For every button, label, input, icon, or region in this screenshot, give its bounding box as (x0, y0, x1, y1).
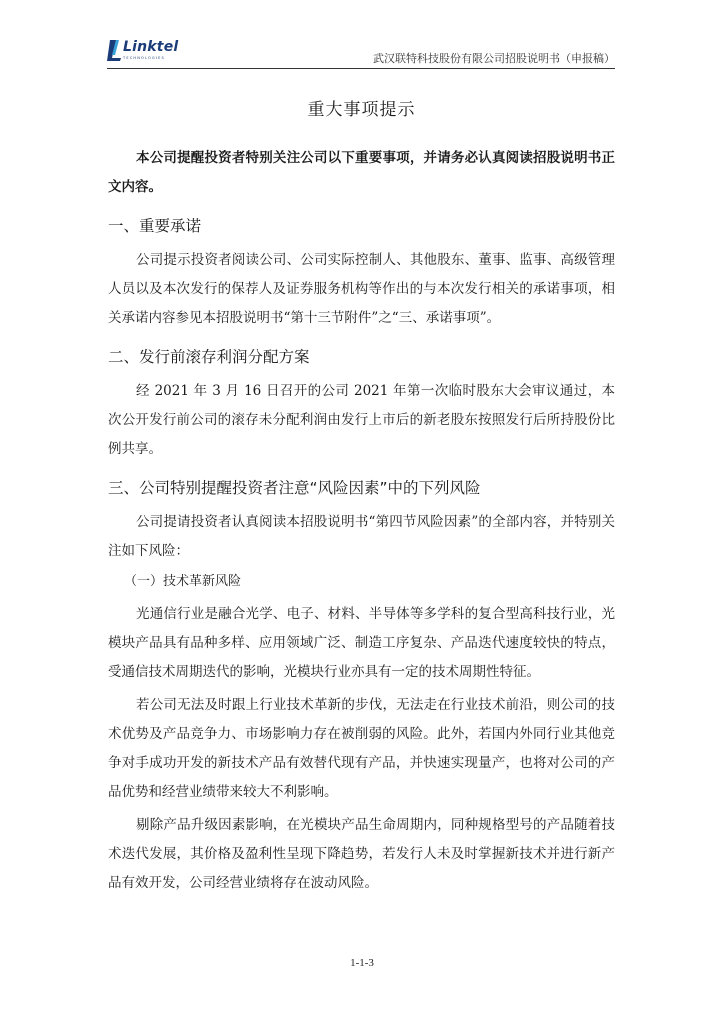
lead-paragraph: 本公司提醒投资者特别关注公司以下重要事项，并请务必认真阅读招股说明书正文内容。 (108, 150, 615, 195)
section-heading-risk-factors: 三、公司特别提醒投资者注意“风险因素”中的下列风险 (108, 479, 481, 497)
document-title: 武汉联特科技股份有限公司招股说明书（申报稿） (373, 52, 615, 65)
paragraph: 光通信行业是融合光学、电子、材料、半导体等多学科的复合型高科技行业，光模块产品具有品种多样、应用领域广泛、制造工序复杂、产品迭代速度较快的特点，受通信技术周期迭代的影响，光模块行业亦具有一定的技术周期性特征。 (108, 606, 615, 680)
page-content (108, 95, 615, 902)
paragraph: 剔除产品升级因素影响，在光模块产品生命周期内，同种规格型号的产品随着技术迭代发展，其价格及盈利性呈现下降趋势，若发行人未及时掌握新技术并进行新产品有效开发，公司经营业绩将存在波动风险。 (108, 817, 615, 891)
paragraph: 经 2021 年 3 月 16 日召开的公司 2021 年第一次临时股东大会审议通过，本次公开发行前公司的滚存未分配利润由发行上市后的新老股东按照发行后所持股份比例共享。 (108, 383, 615, 457)
paragraph: 公司提示投资者阅读公司、公司实际控制人、其他股东、董事、监事、高级管理人员以及本次发行的保荐人及证券服务机构等作出的与本次发行相关的承诺事项，相关承诺内容参见本招股说明书“第十三节附件”之“三、承诺事项”。 (108, 252, 615, 326)
paragraph: 若公司无法及时跟上行业技术革新的步伐，无法走在行业技术前沿，则公司的技术优势及产品竞争力、市场影响力存在被削弱的风险。此外，若国内外同行业其他竞争对手成功开发的新技术产品有效替代现有产品，并快速实现量产，也将对公司的产品优势和经营业绩带来较大不利影响。 (108, 697, 615, 800)
logo-wordmark: Linktel (123, 39, 179, 55)
logo-subtext: TECHNOLOGIES (123, 56, 165, 60)
section-heading-commitments: 一、重要承诺 (108, 217, 202, 235)
page-number: 1-1-3 (350, 957, 374, 969)
subsection-heading-tech-risk: （一）技术革新风险 (124, 574, 242, 589)
page-header (107, 38, 615, 69)
page-title: 重大事项提示 (307, 100, 416, 120)
company-logo (107, 38, 207, 66)
paragraph: 公司提请投资者认真阅读本招股说明书“第四节风险因素”的全部内容，并特别关注如下风险： (108, 514, 615, 559)
section-heading-profit-distribution: 二、发行前滚存利润分配方案 (108, 348, 310, 366)
logo-mark-icon (107, 38, 123, 62)
